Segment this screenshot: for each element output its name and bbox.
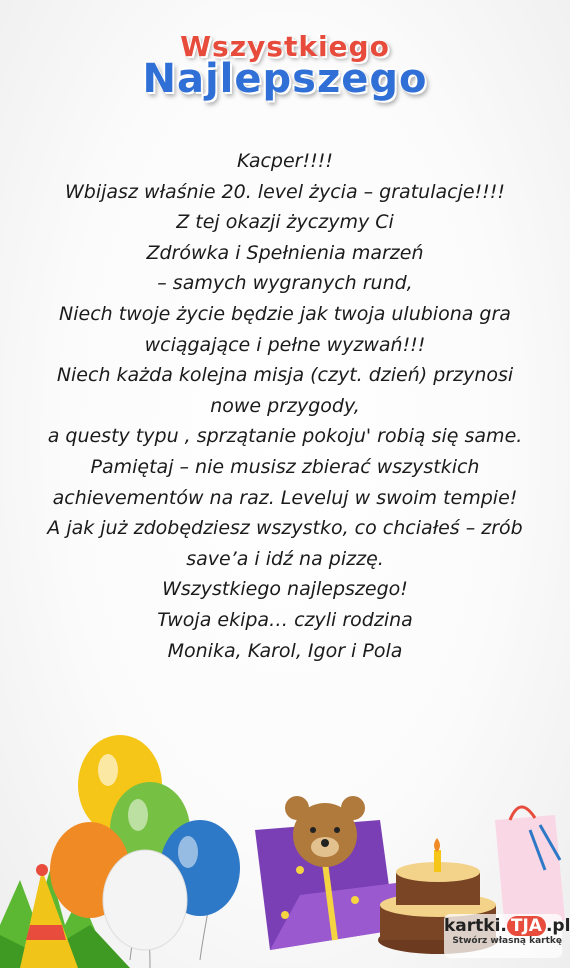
message-line: save’a i idź na pizzę. bbox=[186, 547, 384, 570]
message-line: achievementów na raz. Leveluj w swoim tempie! bbox=[52, 486, 518, 509]
message-line: nowe przygody, bbox=[210, 394, 360, 417]
title-najlepszego: Najlepszego bbox=[142, 56, 428, 102]
title-wszystkiego: Wszystkiego bbox=[180, 30, 390, 63]
message-line: Pamiętaj – nie musisz zbierać wszystkich bbox=[90, 455, 480, 478]
message-line: Wszystkiego najlepszego! bbox=[162, 578, 408, 601]
message-line: Niech twoje życie będzie jak twoja ulubiona gra bbox=[59, 302, 511, 325]
logo-wordmark: kartki. TJA .pl bbox=[444, 916, 570, 936]
message-line: Zdrówka i Spełnienia marzeń bbox=[146, 241, 424, 264]
greeting-message bbox=[0, 146, 570, 666]
message-line: Twoja ekipa… czyli rodzina bbox=[157, 608, 413, 631]
message-line: A jak już zdobędziesz wszystko, co chciałeś – zrób bbox=[47, 517, 523, 540]
logo-tagline: Stwórz własną kartkę bbox=[452, 936, 562, 946]
gift-bag-icon bbox=[495, 807, 565, 930]
message-line: Kacper!!!! bbox=[237, 150, 333, 172]
message-line: Monika, Karol, Igor i Pola bbox=[167, 639, 403, 662]
message-line: wciągające i pełne wyzwań!!! bbox=[144, 333, 426, 356]
message-line: Z tej okazji życzymy Ci bbox=[176, 211, 394, 234]
message-line: – samych wygranych rund, bbox=[157, 272, 413, 295]
message-line: a questy typu , sprzątanie pokoju' robią się same. bbox=[47, 425, 523, 448]
message-line: Wbijasz właśnie 20. level życia – gratulacje!!!! bbox=[65, 180, 505, 203]
message-line: Niech każda kolejna misja (czyt. dzień) przynosi bbox=[56, 364, 514, 387]
kartki-logo[interactable] bbox=[444, 914, 570, 958]
